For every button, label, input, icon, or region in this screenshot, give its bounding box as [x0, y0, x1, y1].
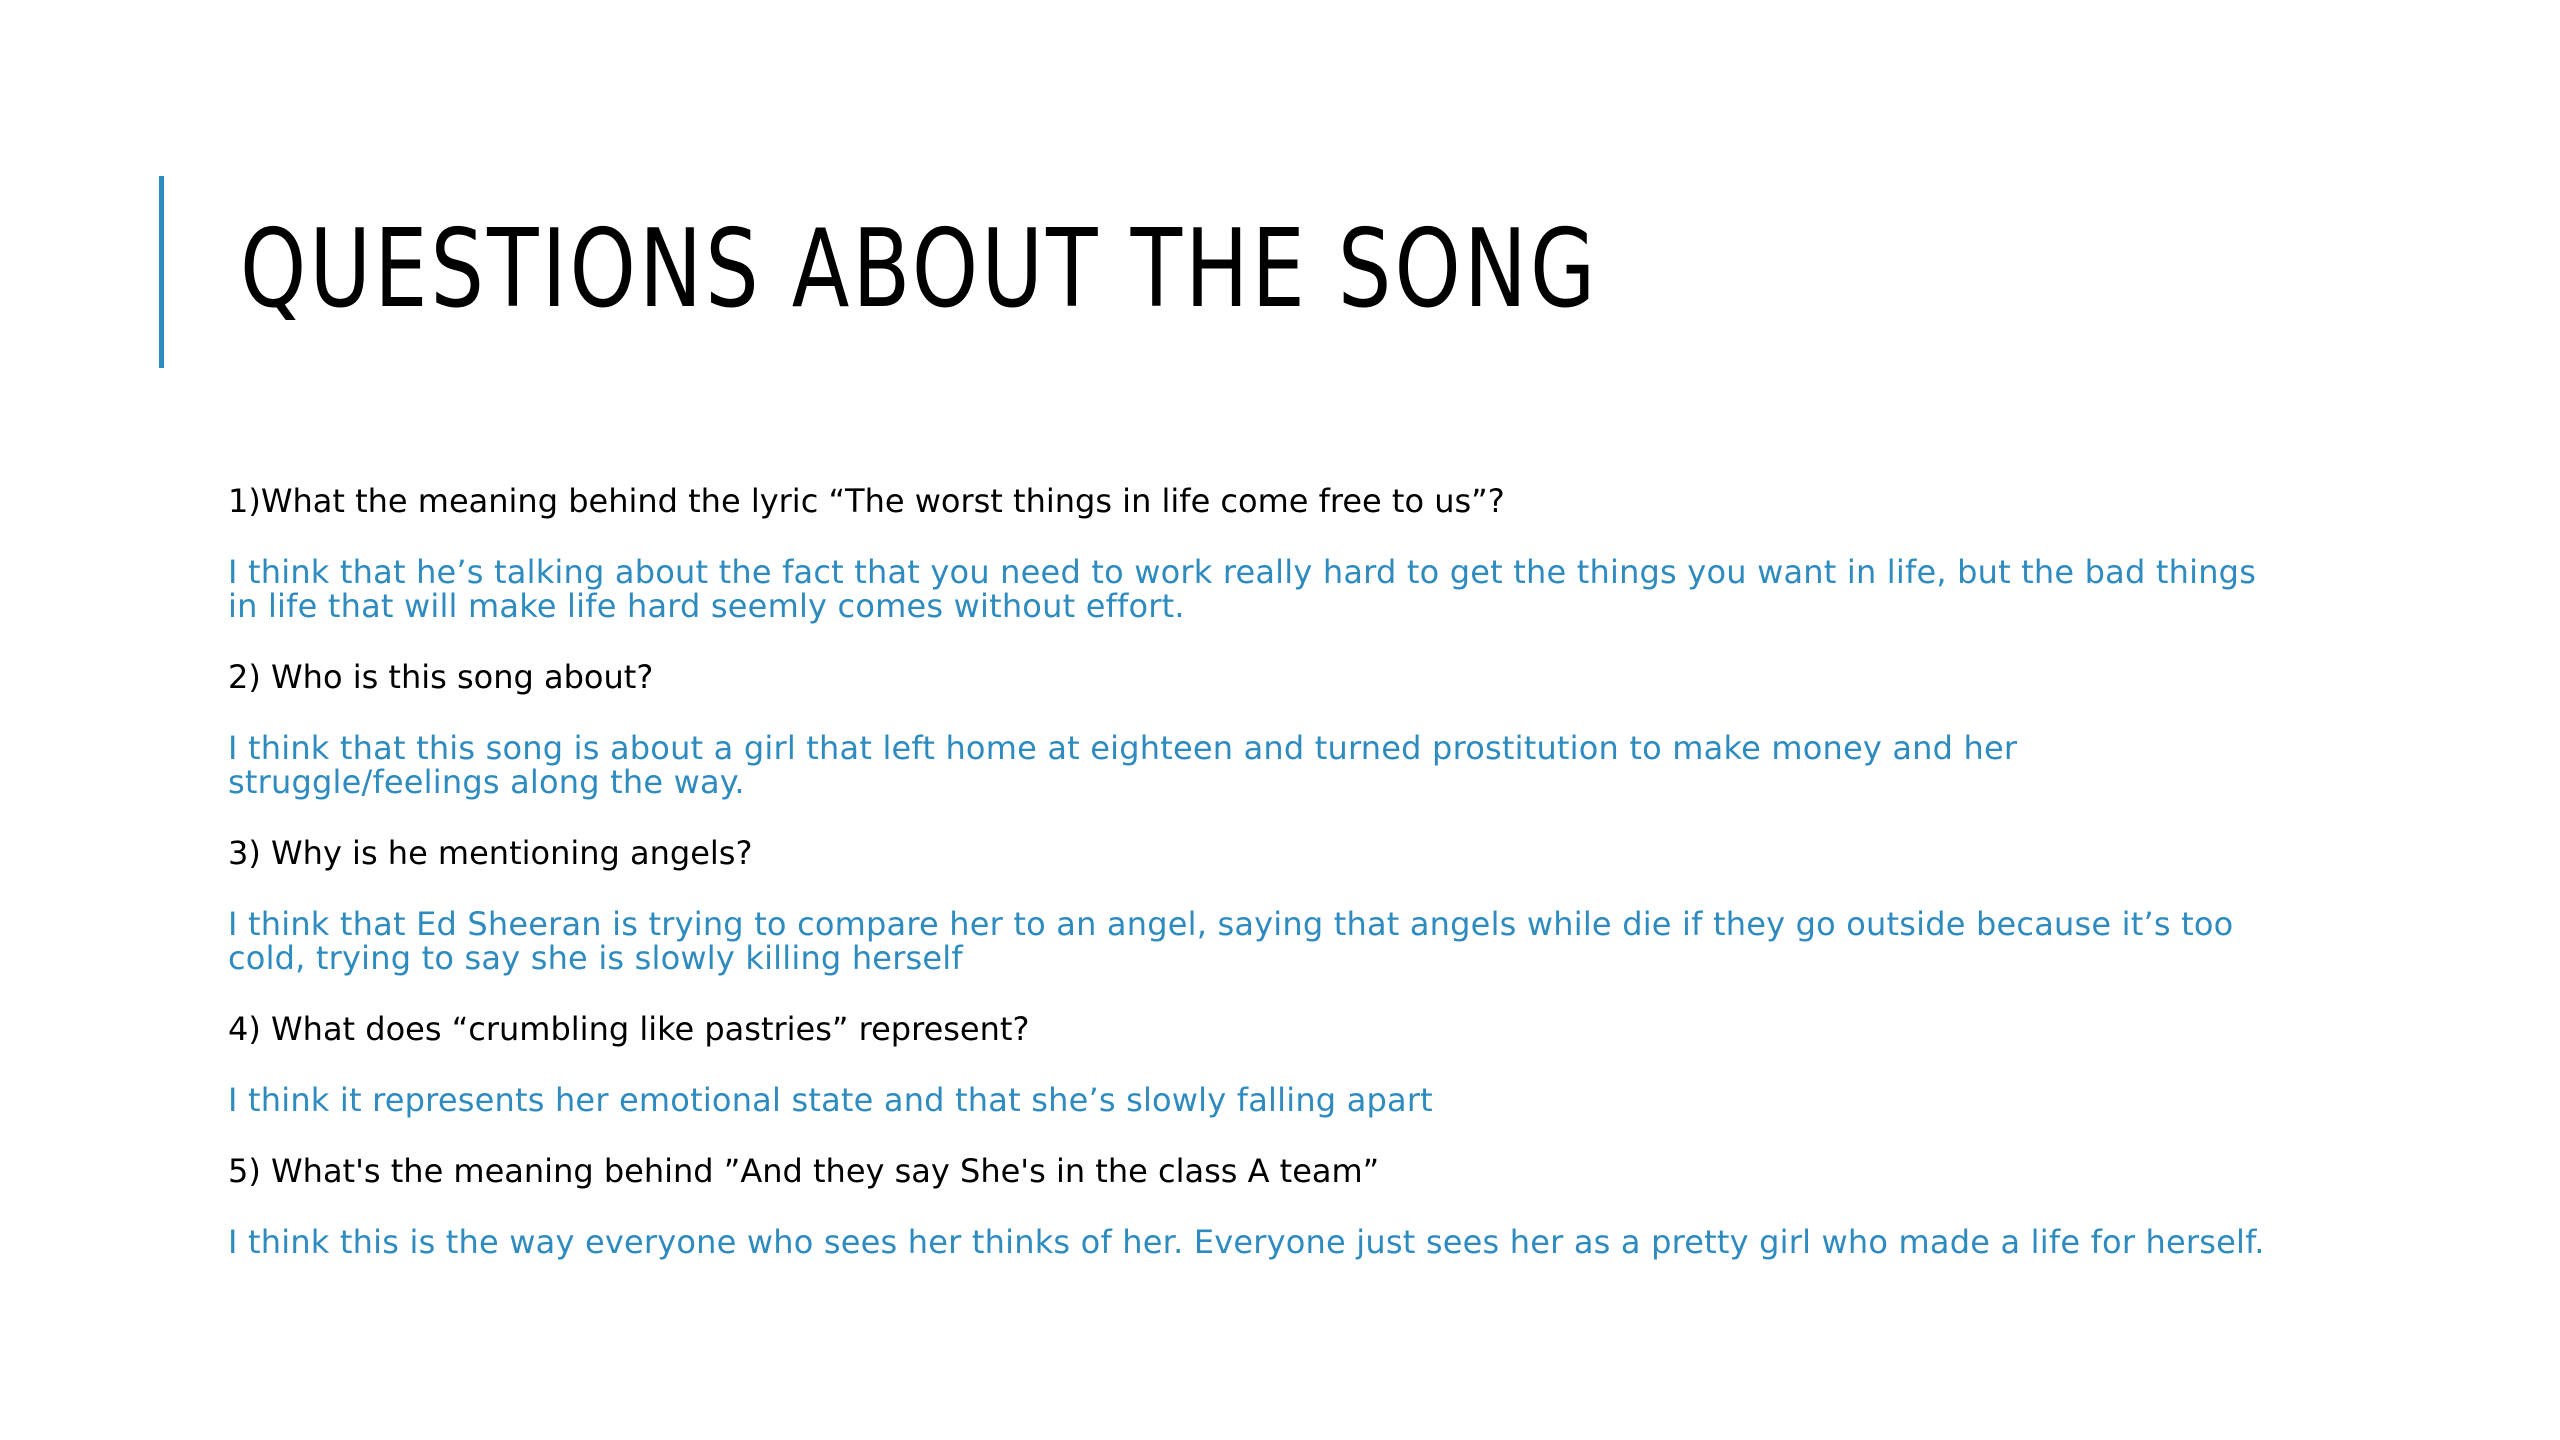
qa-list: [228, 484, 2288, 1296]
slide-title: QUESTIONS ABOUT THE SONG: [240, 207, 1599, 332]
question-3: 3) Why is he mentioning angels?: [228, 834, 753, 872]
answer-3: I think that Ed Sheeran is trying to compare her to an angel, saying that angels while die if they go outside because it’s too cold, trying to say she is slowly killing herself: [228, 905, 2234, 977]
title-accent-bar: [159, 176, 164, 368]
question-5: 5) What's the meaning behind ”And they say She's in the class A team”: [228, 1152, 1380, 1190]
question-1: 1)What the meaning behind the lyric “The worst things in life come free to us”?: [228, 482, 1505, 520]
question-2: 2) Who is this song about?: [228, 658, 654, 696]
answer-2: I think that this song is about a girl that left home at eighteen and turned prostitution to make money and her struggle/feelings along the way.: [228, 729, 2018, 801]
answer-5: I think this is the way everyone who sees her thinks of her. Everyone just sees her as a pretty girl who made a life for herself.: [228, 1223, 2265, 1261]
answer-4: I think it represents her emotional state and that she’s slowly falling apart: [228, 1081, 1433, 1119]
question-4: 4) What does “crumbling like pastries” represent?: [228, 1010, 1030, 1048]
answer-1: I think that he’s talking about the fact that you need to work really hard to get the things you want in life, but the bad things in life that will make life hard seemly comes without effort.: [228, 553, 2257, 625]
